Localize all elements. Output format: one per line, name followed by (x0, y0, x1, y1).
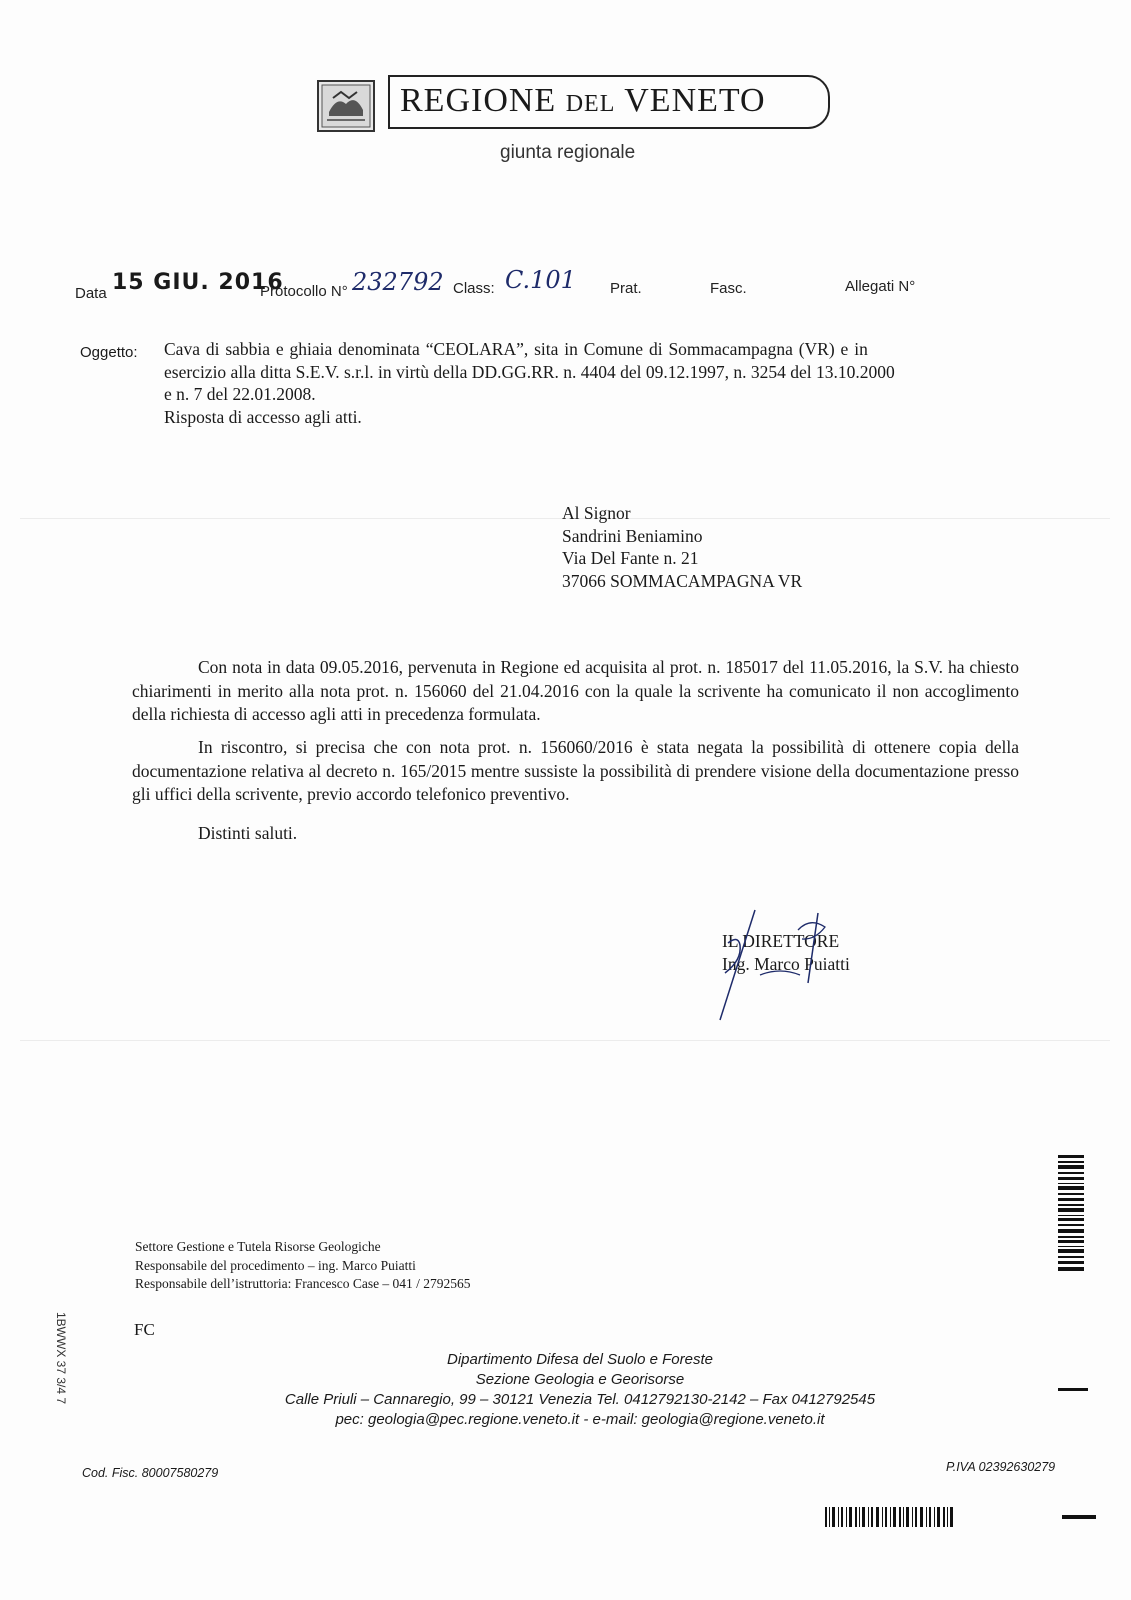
signatory-title: IL DIRETTORE (722, 931, 840, 951)
date-stamp: 15 GIU. 2016 (112, 270, 284, 295)
body-paragraph-1: Con nota in data 09.05.2016, pervenuta in Regione ed acquisita al prot. n. 185017 del 11.05.2016, la S.V. ha chiesto chiarimenti in merito alla nota prot. n. 156060 del 21.04.2016 con la quale la scrivente ha comunicato il non accoglimento della richiesta di accesso agli atti in precedenza formulata. (132, 657, 1019, 724)
oggetto-label: Oggetto: (80, 344, 138, 361)
edge-mark (1062, 1515, 1096, 1519)
recipient-address (562, 502, 802, 592)
subject-line-2: esercizio alla ditta S.E.V. s.r.l. in virtù della DD.GG.RR. n. 4404 del 09.12.1997, n. 3254 del 13.10.2000 (164, 361, 895, 382)
codice-fiscale: Cod. Fisc. 80007580279 (82, 1466, 219, 1480)
recipient-line-4: 37066 SOMMACAMPAGNA VR (562, 570, 803, 591)
recipient-line-1: Al Signor (562, 503, 631, 523)
side-code: 1BWWX 37 3/4 7 (54, 1312, 68, 1405)
side-code-container (54, 1312, 70, 1422)
class-value: C.101 (505, 266, 576, 294)
title-word-del: DEL (565, 91, 616, 117)
subject-block (164, 338, 1024, 428)
prat-label: Prat. (610, 280, 642, 297)
protocollo-label: Protocollo N° (260, 283, 348, 300)
fold-line (20, 1040, 1110, 1041)
data-label: Data (75, 285, 107, 302)
responsabile-istruttoria: Responsabile dell’istruttoria: Francesco Case – 041 / 2792565 (135, 1276, 471, 1291)
subject-line-3: e n. 7 del 22.01.2008. (164, 384, 316, 404)
region-subtitle: giunta regionale (500, 142, 636, 163)
signatory-name: Ing. Marco Puiatti (722, 953, 850, 974)
initials: FC (134, 1320, 155, 1339)
class-label: Class: (453, 280, 495, 297)
footer-sector-info (135, 1238, 471, 1294)
protocollo-number: 232792 (352, 268, 444, 296)
fasc-label: Fasc. (710, 280, 747, 297)
department-address: Calle Priuli – Cannaregio, 99 – 30121 Venezia Tel. 0412792130-2142 – Fax 0412792545 (284, 1391, 876, 1408)
allegati-label: Allegati N° (845, 278, 916, 295)
sector-name: Settore Gestione e Tutela Risorse Geologiche (135, 1239, 381, 1254)
subject-line-4: Risposta di accesso agli atti. (164, 406, 362, 427)
title-word-regione: REGIONE (400, 82, 557, 119)
recipient-line-2: Sandrini Beniamino (562, 525, 703, 546)
partita-iva: P.IVA 02392630279 (946, 1460, 1056, 1474)
department-contacts: pec: geologia@pec.regione.veneto.it - e-mail: geologia@regione.veneto.it (335, 1411, 825, 1428)
edge-mark (1058, 1388, 1088, 1391)
closing-greeting: Distinti saluti. (198, 823, 298, 843)
handwritten-signature-icon (700, 905, 860, 1025)
subject-line-1: Cava di sabbia e ghiaia denominata “CEOLARA”, sita in Comune di Sommacampagna (VR) e in (164, 339, 868, 359)
responsabile-procedimento: Responsabile del procedimento – ing. Marco Puiatti (135, 1257, 416, 1273)
section-name: Sezione Geologia e Georisorse (475, 1371, 685, 1388)
barcode-vertical-icon (1058, 1155, 1084, 1273)
barcode-horizontal-icon (825, 1507, 953, 1527)
recipient-line-3: Via Del Fante n. 21 (562, 548, 699, 568)
department-name: Dipartimento Difesa del Suolo e Foreste (447, 1351, 713, 1368)
body-paragraph-2: In riscontro, si precisa che con nota prot. n. 156060/2016 è stata negata la possibilità di ottenere copia della documentazione relativa al decreto n. 165/2015 mentre sussiste la possibilità di prendere visione della documentazione presso gli uffici della scrivente, previo accordo telefonico preventivo. (132, 737, 1019, 804)
region-title (400, 82, 766, 120)
title-word-veneto: VENETO (624, 82, 766, 119)
footer-department (200, 1350, 960, 1430)
region-emblem-icon (317, 80, 375, 132)
